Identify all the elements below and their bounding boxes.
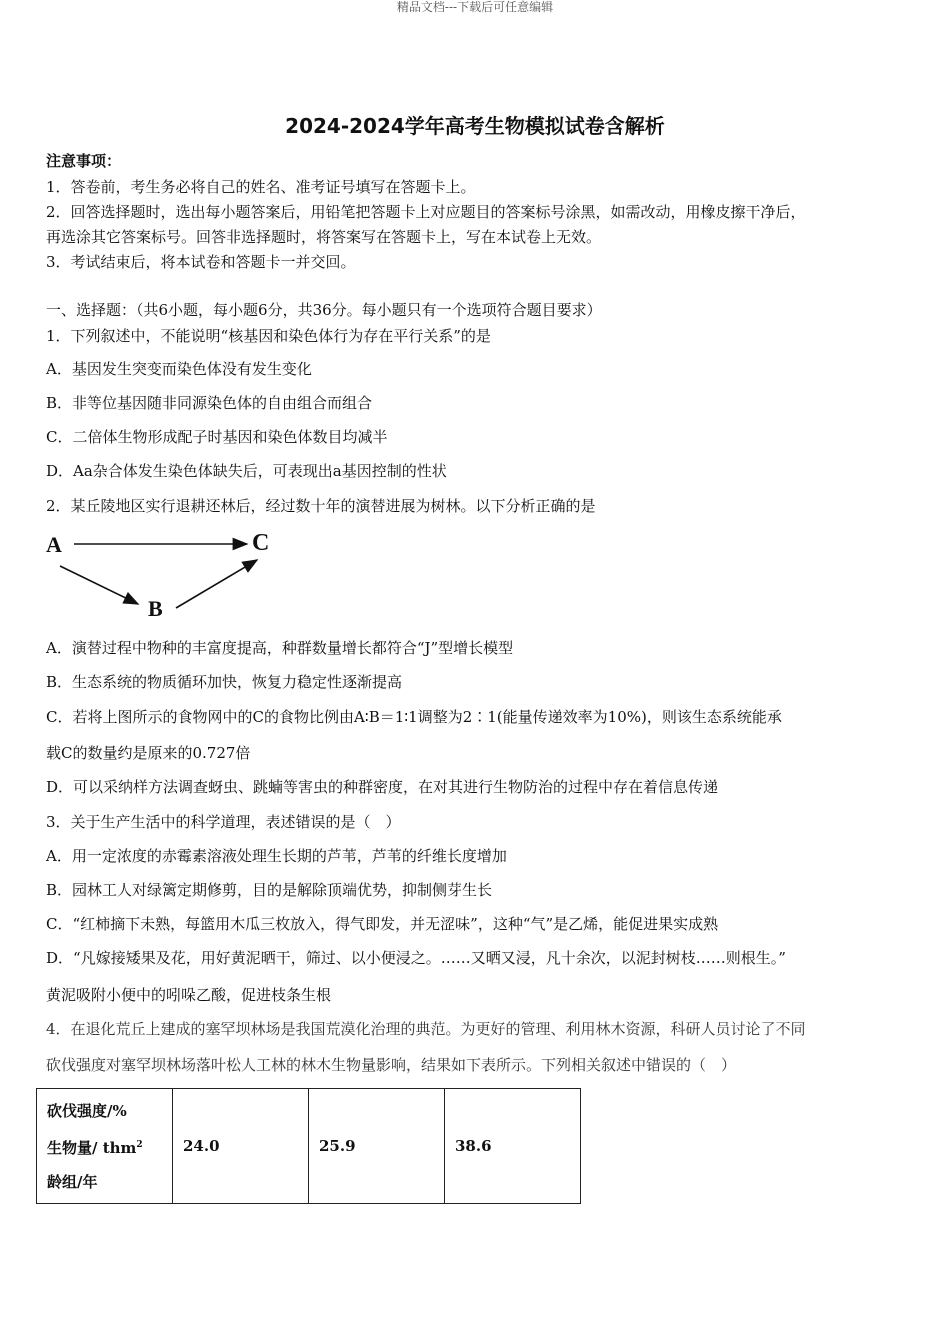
- question-2-option-b: B．生态系统的物质循环加快，恢复力稳定性逐渐提高: [46, 673, 403, 691]
- question-3-option-d: D．“凡嫁接矮果及花，用好黄泥晒干，筛过、以小便浸之。……又晒又浸，凡十余次，以泥封树枝……则根生。”: [46, 949, 786, 967]
- table-header-cell: [37, 1089, 173, 1204]
- node-c-label: C: [252, 530, 270, 556]
- question-3-option-a: A．用一定浓度的赤霉素溶液处理生长期的芦苇，芦苇的纤维长度增加: [46, 847, 507, 865]
- biomass-table: [36, 1088, 581, 1204]
- question-1-option-a: A．基因发生突变而染色体没有发生变化: [46, 360, 312, 378]
- question-2-option-a: A．演替过程中物种的丰富度提高，种群数量增长都符合“J”型增长模型: [46, 639, 514, 657]
- node-a-label: A: [46, 532, 62, 557]
- question-4-stem: 4．在退化荒丘上建成的塞罕坝林场是我国荒漠化治理的典范。为更好的管理、利用林木资源，科研人员讨论了不同: [46, 1020, 806, 1038]
- question-1-stem: 1．下列叙述中，不能说明“核基因和染色体行为存在平行关系”的是: [46, 327, 491, 345]
- header-line-biomass: 生物量/ thm$^2$: [47, 1138, 143, 1157]
- notice-item: 2．回答选择题时，选出每小题答案后，用铅笔把答题卡上对应题目的答案标号涂黑，如需改动，用橡皮擦干净后，: [46, 203, 806, 221]
- notice-item: 再选涂其它答案标号。回答非选择题时，将答案写在答题卡上，写在本试卷上无效。: [46, 228, 602, 246]
- question-3-option-c: C．“红柿摘下未熟，每篮用木瓜三枚放入，得气即发，并无涩味”，这种“气”是乙烯，能促进果实成熟: [46, 915, 719, 933]
- question-3-option-d-continued: 黄泥吸附小便中的吲哚乙酸，促进枝条生根: [46, 986, 332, 1004]
- notice-item: 1．答卷前，考生务必将自己的姓名、准考证号填写在答题卡上。: [46, 178, 476, 196]
- arrow-a-to-b: [60, 566, 138, 604]
- question-3-option-b: B．园林工人对绿篱定期修剪，目的是解除顶端优势，抑制侧芽生长: [46, 881, 493, 899]
- question-3-stem: 3．关于生产生活中的科学道理，表述错误的是（ ）: [46, 813, 401, 831]
- question-2-option-c: C．若将上图所示的食物网中的C的食物比例由A∶B＝1∶1调整为2∶1(能量传递效率为10%)，则该生态系统能承: [46, 708, 782, 726]
- question-2-stem: 2．某丘陵地区实行退耕还林后，经过数十年的演替进展为树林。以下分析正确的是: [46, 497, 596, 515]
- question-2-option-c-continued: 载C的数量约是原来的0.727倍: [46, 744, 251, 762]
- question-1-option-b: B．非等位基因随非同源染色体的自由组合而组合: [46, 394, 373, 412]
- question-1-option-c: C．二倍体生物形成配子时基因和染色体数目均减半: [46, 428, 388, 446]
- header-note: 精品文档---下载后可任意编辑: [396, 0, 554, 14]
- page-title: 2024-2024学年高考生物模拟试卷含解析: [285, 114, 665, 138]
- table-cell: 25.9: [309, 1089, 445, 1204]
- food-web-diagram: [44, 524, 284, 624]
- notice-heading: 注意事项：: [46, 152, 122, 170]
- node-b-label: B: [148, 596, 163, 621]
- unit-superscript: 2: [136, 1139, 143, 1150]
- question-4-stem-continued: 砍伐强度对塞罕坝林场落叶松人工林的林木生物量影响，结果如下表所示。下列相关叙述中错误的（ ）: [46, 1056, 737, 1074]
- question-2-option-d: D．可以采纳样方法调查蚜虫、跳蝻等害虫的种群密度，在对其进行生物防治的过程中存在着信息传递: [46, 778, 719, 796]
- table-cell: 24.0: [173, 1089, 309, 1204]
- arrow-b-to-c: [176, 560, 257, 608]
- table-cell: 38.6: [445, 1089, 581, 1204]
- table-row: [37, 1089, 581, 1204]
- section-heading: 一、选择题：（共6小题，每小题6分，共36分。每小题只有一个选项符合题目要求）: [46, 301, 602, 319]
- header-line-age-group: 龄组/年: [47, 1172, 98, 1191]
- header-line-cutting-intensity: 砍伐强度/%: [47, 1101, 127, 1120]
- question-1-option-d: D．Aa杂合体发生染色体缺失后，可表现出a基因控制的性状: [46, 462, 447, 480]
- notice-item: 3．考试结束后，将本试卷和答题卡一并交回。: [46, 253, 356, 271]
